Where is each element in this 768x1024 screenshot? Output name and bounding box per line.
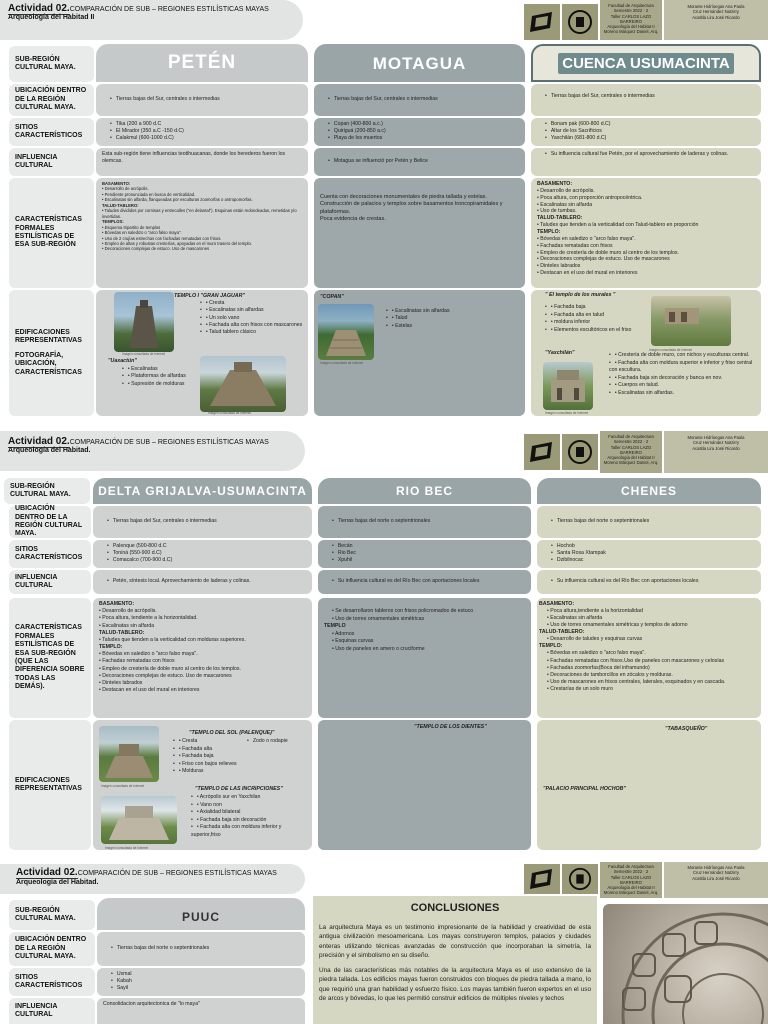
unam-logo [562,434,598,470]
author-name: Morante Hidríoegas Ana Paola [687,865,745,870]
edif-feature: • Zodo o rodapie [247,738,288,745]
car-item: • Escalinatas sin alfarda [547,615,603,622]
car-item: • Desarrollo de acrópolis. [102,186,149,192]
ubicacion-text: • Tierras bajas del Sur, centrales o intermedias [328,96,438,103]
edif-feature: • • Fachada alta con moldura inferior y superior,friso [191,824,309,839]
info-line: Moreno Márquez Daniel, Arq. [603,890,659,896]
car-item: • Desarrollo de acrópolis. [99,608,157,615]
info-line: Moreno Márquez Daniel, Arq. [603,460,659,466]
site-item: • Uxmal [111,971,299,978]
chenes-edificaciones [537,720,761,850]
activity-label: Actividad 02. [8,3,70,14]
car-item: • Bóvedas en saledizo o "arco falso maya". [102,230,182,236]
info-line: Semestre 2022 · 2 [613,439,649,445]
course-info-block [600,431,662,473]
car-item: • Escalinatas sin alfarda, flanqueadas por esculturas zoomorfas o antropomorfas. [102,197,253,203]
row-label-sitios: SITIOS CARACTERÍSTICOS [9,968,95,996]
car-heading: TALUD-TABLERO: [99,629,145,636]
edif-feature: • • Elementos escultóricos en el friso [545,327,657,335]
faculty-logo [524,434,560,470]
edif-feature: • • Fachada baja [545,304,657,312]
section1-title-bar [0,0,303,40]
edif-feature: • • Fachada baja sin decoración y banca en nov. [609,375,757,383]
puuc-sitios [97,968,305,996]
temple-icon [101,796,177,844]
riobec-caracteristicas [318,598,531,718]
car-item: • Bóvedas en saledizo o "arco falso maya". [547,650,646,657]
section2-title-bar [0,431,305,471]
uaxactun-photo [200,356,286,412]
image-caption: Imagen consultada de Internet [105,846,149,850]
edif-feature: • • Acrópolis sur en Yaxchilan [191,794,309,802]
puuc-ubicacion [97,932,305,966]
info-line: Moreno Márquez Daniel, Arq. [603,29,659,35]
edif-feature: • • Escalinatas sin alfardas [200,307,304,314]
edif-features [183,794,309,839]
influencia-text: • Su influencia cultural es del Río Bec con aportaciones locales [332,578,479,585]
motagua-sitios [314,118,525,146]
info-line: Semestre 2022 · 2 [613,869,649,875]
car-item: • Uso de mascarones en frisos centrales, laterales, esquinados y en cascada. [547,678,726,685]
info-line: Facultad de Arquitectura [608,434,654,439]
activity-label: Actividad 02. [16,867,78,878]
conclusion-paragraph: Una de las características más notables de la arquitectura Maya es el uso extensivo de la piedra tallada. Los edificios mayas fueron construidos con bloques de piedra tallada a mano, lo que requirió una gran habilidad y esfuerzo físico. Los mayas también fueron expertos en el uso de arcos y bóvedas, lo que les permitió construir edificios de múltiples niveles y techos [319,967,591,1002]
delta-edificaciones [93,720,312,850]
stairway-icon [318,304,374,360]
info-line: Taller CARLOS LAZO BARREIRO [610,444,652,455]
faculty-logo-icon [530,869,554,889]
authors-block [664,431,768,473]
delta-ubicacion [93,506,312,538]
row-label-text: FOTOGRAFÍA, UBICACIÓN, CARACTERÍSTICAS [15,351,82,376]
edif-features [192,300,304,336]
car-item: • Desarrollo de taludes y esquinas curvas [547,636,643,643]
authors-block [664,862,768,898]
car-item: • Bóvedas en saledizo o "arco falso maya". [537,235,636,242]
motagua-caracteristicas [314,178,525,288]
motagua-ubicacion [314,84,525,116]
temple-icon [651,296,731,346]
car-item: • Taludes que tienden a la verticalidad con Talud-tablero en proporción [537,222,699,229]
edif-feature: • • Fachada baja [173,753,245,761]
site-item: • Copan (400-800 a.c.) [328,121,519,128]
car-heading: BASAMENTO: [537,181,573,187]
activity-subtitle: COMPARACIÓN DE SUB – REGIONES ESTILÍSTICAS MAYAS [69,6,269,13]
car-item: • Adornos [332,630,355,637]
car-item: • Fachadas zoomorfas(Boca del inframundo) [547,664,650,671]
chenes-ubicacion [537,506,761,538]
course-name: Arqueología del Habitad II [8,14,95,21]
edif-title: "COPAN" [320,294,344,300]
image-caption: Imagen consultada de Internet [101,784,145,788]
row-label-sitios: SITIOS CARACTERÍSTICOS [9,540,91,568]
puuc-header: PUUC [97,898,305,930]
conclusions-title: CONCLUSIONES [410,902,500,914]
car-item: • Decoraciones complejas de estuco. Uso de mascarones [537,256,670,263]
site-item: • Becán [332,543,525,550]
car-item: • Crestarías de un solo muro [547,685,613,692]
car-item: • Uso de torres ornamentales simétricas y templos de adorno [547,622,688,629]
car-item: • Fachadas rematadas con frisos [99,658,175,665]
building-icon [543,362,593,410]
edif-feature: • • Escalinatas [122,366,204,373]
car-heading: BASAMENTO: [99,601,135,607]
author-name: Acatitla Lira José Ricardo [692,875,740,881]
ruins-icon [200,356,286,412]
edif-feature: • • Cresta [200,300,304,307]
delta-header: DELTA GRIJALVA-USUMACINTA [93,478,312,504]
car-heading: TEMPLO: [537,229,561,236]
car-heading: TEMPLO: [99,644,123,651]
row-label-edificaciones: EDIFICACIONES REPRESENTATIVAS [9,720,91,850]
peten-influencia: Esta sub-región tiene influencias teotihuacanas, donde los herederos fueron los olemcas. [96,148,308,176]
puuc-influencia: Consolidacion arquitectonica de "lo maya" [97,998,305,1024]
image-caption: Imagen consultada de Internet [208,411,252,415]
car-item: • Fachadas rematadas con frisos.Uso de paneles con mascarones y celosías [547,657,725,664]
maya-calendar-image [603,904,768,1024]
chenes-header: CHENES [537,478,761,504]
image-caption: Imagen consultada de Internet [545,411,589,415]
car-item: • Decoraciones de tamborcillos en zócalos y molduras. [547,671,673,678]
ubicacion-text: • Tierras bajas del norte o septentrionales [332,518,430,525]
templo-sol-photo [99,726,159,782]
info-line: Facultad de Arquitectura [608,3,654,8]
car-item: • Decoraciones complejas de estuco. Uso de mascarones [99,672,232,679]
site-item: • Playa de los muertos [328,135,519,142]
car-item: • Destacan en el uso del mural en interiores [537,270,638,277]
delta-caracteristicas [93,598,312,718]
row-label-ubicacion: UBICACIÓN DENTRO DE LA REGIÓN CULTURAL MAYA. [9,84,94,116]
ubicacion-text: • Tierras bajas del Sur, centrales o intermedias [110,96,220,103]
car-heading: TALUD-TABLERO: [537,215,583,222]
ubicacion-text: • Tierras bajas del norte o septentrionales [551,518,649,525]
peten-edificaciones [96,290,308,416]
car-heading: BASAMENTO: [539,601,575,607]
author-name: Cruz Hernández Natzirry [692,870,740,876]
row-label-subregion: SUB-REGIÓN CULTURAL MAYA. [4,478,90,504]
car-heading: TALUD-TABLERO: [102,202,139,208]
edif-feature: • • Vano non [191,802,309,810]
car-heading: TALUD-TABLERO: [539,629,585,636]
edif-feature: • • Cresta [173,738,245,746]
image-caption: Imagen consultada de Internet [320,361,364,365]
car-item: • Taludes que tienden a la verticalidad con molduras superiores. [99,636,246,643]
unam-logo [562,4,598,40]
car-item: • Escalinatas sin alfarda [537,201,593,208]
edif-feature: • • Escalinatas sin alfardas [386,308,518,315]
usumacinta-edificaciones [531,290,761,416]
edif-title: TEMPLO I "GRAN JAGUAR" [174,293,245,299]
car-item: • Escalinatas sin alfarda [99,622,155,629]
row-label-edificaciones [9,290,94,416]
chenes-caracteristicas [537,598,761,718]
copan-photo [318,304,374,360]
info-line: Arqueología del Habitat II [607,885,655,890]
author-name: Morante Hidríoegas Ana Paola [687,4,745,9]
car-heading: TEMPLO: [539,643,563,650]
car-text: Construcción de palacios y templos sobre basamentos troncopiramidales y plataformas. [320,201,503,215]
car-item: • Poca altura, tendiente a la horizontalidad. [99,615,198,622]
chenes-sitios [537,540,761,568]
car-item: • Empleo de crestería de doble muro al centro de los templos. [99,665,241,672]
car-item: • Esquema tripartito de templos [102,224,161,230]
edif-feature: • • Fachada alta con frisos con mascarones [200,322,304,329]
info-line: Taller CARLOS LAZO BARREIRO [610,874,652,885]
activity-label: Actividad 02. [8,436,70,447]
author-name: Morante Hidríoegas Ana Paola [687,435,745,440]
car-item: • Uso de paneles en amero o cruciforme [332,645,425,652]
pyramid-icon [114,292,174,352]
site-item: • Tika (200 a 900 d.C [110,121,302,128]
row-label-ubicacion: UBICACIÓN DENTRO DE LA REGIÓN CULTURAL MAYA. [9,932,95,966]
activity-subtitle: COMPARACIÓN DE SUB – REGIONES ESTILÍSTICAS MAYAS [77,870,277,877]
gran-jaguar-photo [114,292,174,352]
site-item: • Xpuhil [332,557,525,564]
site-item: • Comacalco (700-900 d.C) [107,557,306,564]
row-label-ubicacion: UBICACIÓN DENTRO DE LA REGIÓN CULTURAL MAYA. [9,506,91,538]
conclusion-paragraph: La arquitectura Maya es un testimonio impresionante de la habilidad y creatividad de esta antigua civilización mesoamericana. Los mayas construyeron templos, palacios y ciudades enteras utilizando técnicas avanzadas de construcción que incorporaban la simetría, la precisión y el simbolismo en su diseño. [319,924,591,959]
peten-caracteristicas [96,178,308,288]
edif-title: "TEMPLO DE LAS INCRIPCIONES" [195,786,283,792]
influencia-text: • Petén, síntesis local. Aprovechamiento de laderas y colinas. [107,578,251,585]
influencia-text: • Su influencia cultural es del Río Bec con aportaciones locales [551,578,698,585]
edif-feature: • • Fachada alta [173,746,245,754]
info-line: Taller CARLOS LAZO BARREIRO [610,13,652,24]
riobec-ubicacion [318,506,531,538]
chenes-influencia [537,570,761,594]
usumacinta-influencia [531,148,761,176]
motagua-influencia [314,148,525,176]
edif-feature: • • Estelas [386,323,518,330]
faculty-logo-icon [530,442,554,462]
section3-title-bar [0,864,305,894]
edif-feature: • • Cuerpos en talud. [609,382,757,390]
car-item: • Fachadas rematadas con frisos [537,242,613,249]
edif-feature: • • Fachada alta en talud [545,312,657,320]
conclusions-text [313,920,597,1006]
car-item: • Taludes divididos por cornisas y entrecalles ("en delantal"). Esquinas están redondeadas, remetidas y/o invertidas. [102,208,297,219]
riobec-influencia [318,570,531,594]
car-heading: TEMPLOS: [102,219,124,225]
author-name: Cruz Hernández Natzirry [692,440,740,446]
site-item: • Yaxchilán (681-800 d.C) [545,135,755,142]
car-item: • Dinteles labrados [537,263,581,270]
ubicacion-text: • Tierras bajas del Sur, centrales o intermedias [545,93,755,100]
influencia-text: • Su influencia cultural fue Petén, por el aprovechamiento de laderas y colinas. [545,151,755,158]
edif-title: "TEMPLO DE LOS DIENTES" [414,724,487,730]
edif-feature: • • Talud [386,315,518,322]
usumacinta-sitios [531,118,761,146]
car-item: • Uso de torres ornamentales simétricas [332,615,425,622]
row-label-influencia: INFLUENCIA CULTURAL [9,570,91,594]
riobec-edificaciones [318,720,531,850]
riobec-header: RIO BEC [318,478,531,504]
car-item: • Decoraciones complejas de estuco. Uso de mascarones [102,246,210,252]
image-caption: Imagen consultada de Internet [649,348,693,352]
car-heading: TEMPLO [324,623,346,630]
site-item: • Altar de los Sacrificios [545,128,755,135]
author-name: Acatitla Lira José Ricardo [692,14,740,20]
car-item: • Poca altura, con proporción antropocéntrica. [537,194,643,201]
car-item: • Empleo de altas y robustas cresterías, apoyadas en el muro trasero del templo. [102,240,252,246]
row-label-caracteristicas: CARACTERÍSTICAS FORMALES ESTILÍSTICAS DE ESA SUB-REGIÓN (QUE LAS DIFERENCIA SOBRE TODAS LAS DEMÁS). [9,598,91,718]
car-text: Poca evidencia de crestas. [320,216,386,223]
site-item: • Bonam pak (600-800 d.C) [545,121,755,128]
templo-inscripciones-photo [101,796,177,844]
peten-ubicacion [96,84,308,116]
author-name: Acatitla Lira José Ricardo [692,445,740,451]
ubicacion-text: • Tierras bajas del norte o septentrionales [111,945,209,952]
edif-title: " El templo de los murales " [545,292,616,298]
info-line: Arqueología del Habitat II [607,455,655,460]
car-item: • Se desarrollaron tableros con frisos policromados de estuco [332,608,474,614]
site-item: • Kabah [111,978,299,985]
site-item: • Quiriguá (200-850 a.c) [328,128,519,135]
edif-feature: • • Plataformas de alfardas [122,373,204,380]
murales-photo [651,296,731,346]
edif-feature: • • Supresión de molduras [122,381,204,388]
unam-seal-icon [568,867,592,891]
car-item: • Uso de 2 crujías estrechas con fachadas rematadas con frisos. [102,235,222,241]
course-info-block [600,0,662,40]
car-heading: BASAMENTO: [102,181,131,186]
maya-glyphs-icon [603,904,768,1024]
course-info-block [600,862,662,898]
info-line: Facultad de Arquitectura [608,864,654,869]
peten-header: PETÉN [96,44,308,82]
delta-sitios [93,540,312,568]
site-item: • Dzibilnocac [551,557,755,564]
edif-title: "Yaxchilán" [545,350,575,356]
riobec-sitios [318,540,531,568]
header-text: CUENCA USUMACINTA [558,53,734,74]
edif-feature: • • Fachada alta con moldura superior e inferior y friso central con escultura. [609,360,757,375]
unam-logo [562,864,598,894]
usumacinta-header [531,44,761,82]
course-name: Arqueología del Habitad. [16,879,99,886]
row-label-influencia: INFLUENCIA CULTURAL [9,998,95,1024]
faculty-logo-icon [530,12,554,32]
pyramid-icon [99,726,159,782]
car-item: • Esquinas curvas [332,638,374,645]
info-line: Arqueología del Habitat II [607,24,655,29]
author-name: Cruz Hernández Natzirry [692,9,740,15]
row-label-sitios: SITIOS CARACTERÍSTICOS [9,118,94,146]
motagua-edificaciones [314,290,525,416]
car-item: • Destacan en el uso del mural en interiores [99,687,200,694]
car-text: Cuenta con decoraciones monumentales de piedra tallada y estelas. [320,194,487,200]
delta-influencia [93,570,312,594]
faculty-logo [524,864,560,894]
edif-feature: • • Crestería de doble muro, con nichos y esculturas central. [609,352,757,360]
yaxchilan-photo [543,362,593,410]
activity-subtitle: COMPARACIÓN DE SUB – REGIONES ESTILÍSTICAS MAYAS [69,439,269,446]
car-item: • Pendiente pronunciada en busca de verticalidad. [102,191,196,197]
car-item: • Desarrollo de acrópolis. [537,187,595,194]
edif-features [114,366,204,388]
edif-title: "Uaxactún" [108,358,137,364]
site-item: • Sayil [111,985,299,992]
usumacinta-caracteristicas [531,178,761,288]
edif-feature: • • Axialidad bilateral [191,809,309,817]
ubicacion-text: • Tierras bajas del Sur, centrales o intermedias [107,518,217,525]
site-item: • Calakmul (600-1000 d.C) [110,135,302,142]
edif-feature: • • moldura inferior [545,319,657,327]
edif-title: "PALACIO PRINCIPAL HOCHOB" [543,786,627,792]
course-name: Arqueología del Habitad. [8,447,91,454]
unam-seal-icon [567,9,593,35]
edif-feature: • • Talud tablero clásico [200,329,304,336]
motagua-header: MOTAGUA [314,44,525,82]
site-item: • Hochob [551,543,755,550]
car-item: • Bóvedas en saledizo o "arco falso maya". [99,651,198,658]
influencia-text: • Motagua se influenció por Petén y Belice [328,158,428,165]
image-caption: Imagen consultada de Internet [122,352,166,356]
car-item: • Dinteles labrados [99,679,143,686]
conclusions-panel [313,896,597,1024]
edif-title: "TEMPLO DEL SOL (PALENQUE)" [189,730,275,736]
edif-features [165,738,245,776]
row-label-subregion: SUB-REGIÓN CULTURAL MAYA. [9,46,94,82]
faculty-logo [524,4,560,40]
edif-features [378,308,518,330]
unam-seal-icon [567,439,593,465]
edif-features [601,352,757,397]
edif-title: "TABASQUEÑO" [665,726,708,732]
site-item: • Rio Bec [332,550,525,557]
site-item: • Santa Rosa Xtampak [551,550,755,557]
row-label-text: EDIFICACIONES REPRESENTATIVAS [15,329,82,345]
car-item: • Uso de tumbas. [537,208,577,215]
site-item: • Toniná (550-900 d.C) [107,550,306,557]
peten-sitios [96,118,308,146]
site-item: • Palenque (500-800 d.C [107,543,306,550]
car-item: • Empleo de crestería de doble muro al centro de los templos. [537,249,679,256]
info-line: Semestre 2022 · 2 [613,8,649,14]
edif-feature: • • Escalinatas sin alfardas. [609,390,757,398]
edif-features [537,304,657,334]
usumacinta-ubicacion [531,84,761,116]
edif-feature: • • Friso con bajos relieves [173,761,245,769]
row-label-influencia: INFLUENCIA CULTURAL [9,148,94,176]
edif-feature: • • Fachada baja sin decoración [191,817,309,825]
edif-feature: • • Molduras [173,768,245,776]
edif-feature: • • Un solo vano [200,315,304,322]
row-label-caracteristicas: CARACTERÍSTICAS FORMALES ESTILÍSTICAS DE ESA SUB-REGIÓN [9,178,94,288]
row-label-subregion: SUB-REGIÓN CULTURAL MAYA. [9,900,95,930]
authors-block [664,0,768,40]
car-item: • Poca altura,tendiente a la horizontalidad [547,608,643,615]
site-item: • El Mirador (350 a.C -150 d.C) [110,128,302,135]
